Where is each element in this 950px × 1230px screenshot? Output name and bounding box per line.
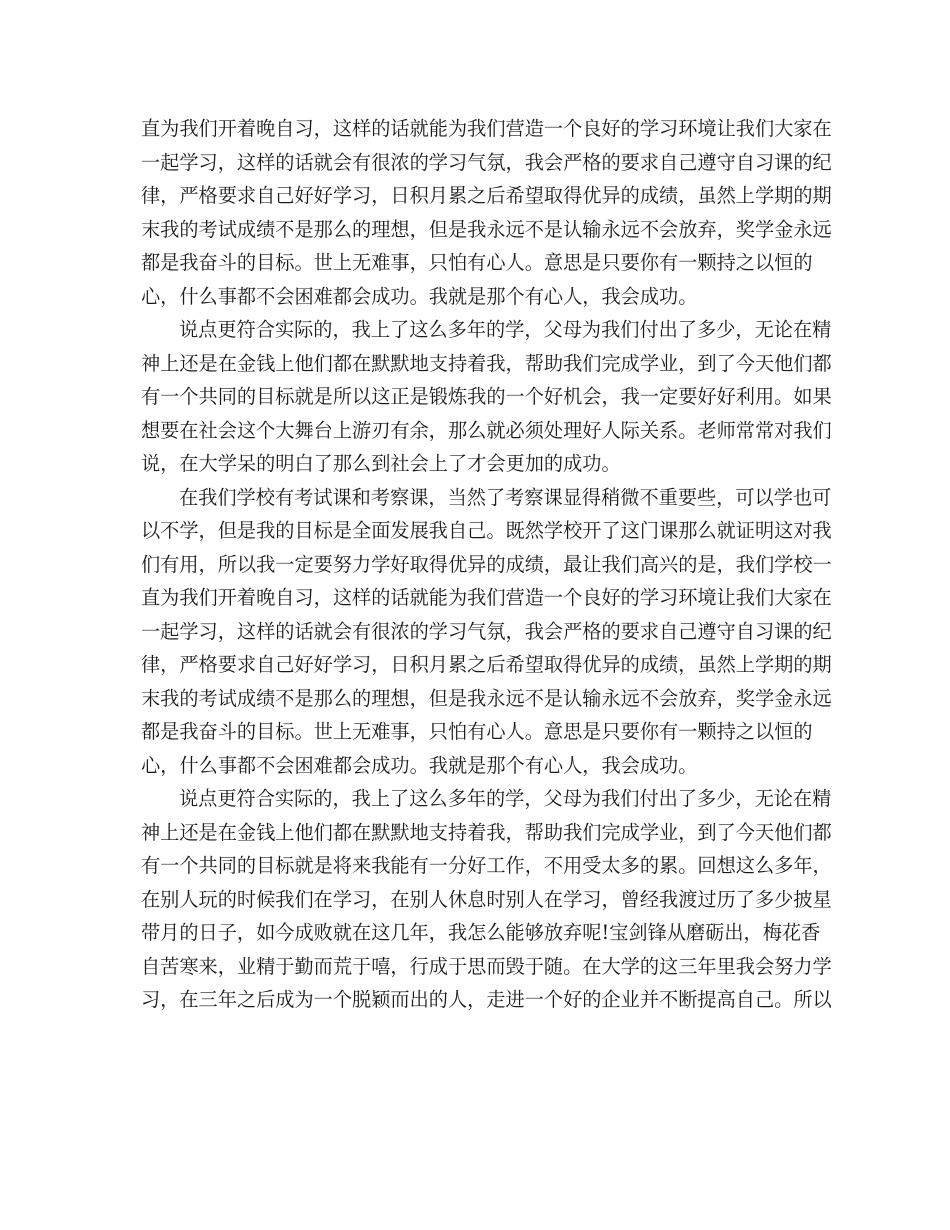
text-line: 都是我奋斗的目标。世上无难事，只怕有心人。意思是只要你有一颗持之以恒的 [141,720,813,743]
text-line: 有一个共同的目标就是所以这正是锻炼我的一个好机会，我一定要好好利用。如果 [141,385,832,408]
text-line: 们有用，所以我一定要努力学好取得优异的成绩，最让我们高兴的是，我们学校一 [141,552,832,576]
text-line: 心，什么事都不会困难都会成功。我就是那个有心人，我会成功。 [141,753,698,777]
text-line: 在别人玩的时候我们在学习，在别人休息时别人在学习，曾经我渡过历了多少披星 [141,887,832,911]
text-line: 说，在大学呆的明白了那么到社会上了才会更加的成功。 [141,452,621,475]
text-line: 说点更符合实际的，我上了这么多年的学，父母为我们付出了多少，无论在精 [179,318,832,341]
text-line: 一起学习，这样的话就会有很浓的学习气氛，我会严格的要求自己遵守自习课的纪 [141,150,832,174]
text-line: 直为我们开着晚自习，这样的话就能为我们营造一个良好的学习环境让我们大家在 [141,117,832,140]
text-line: 直为我们开着晚自习，这样的话就能为我们营造一个良好的学习环境让我们大家在 [141,586,832,609]
text-line: 自苦寒来，业精于勤而荒于嘻，行成于思而毁于随。在大学的这三年里我会努力学 [141,954,832,978]
text-line: 在我们学校有考试课和考察课，当然了考察课显得稍微不重要些，可以学也可 [179,485,832,509]
text-line: 律，严格要求自己好好学习，日积月累之后希望取得优异的成绩，虽然上学期的期 [141,184,832,207]
text-line: 都是我奋斗的目标。世上无难事，只怕有心人。意思是只要你有一颗持之以恒的 [141,251,813,274]
text-line: 说点更符合实际的，我上了这么多年的学，父母为我们付出了多少，无论在精 [179,787,832,810]
text-line: 律，严格要求自己好好学习，日积月累之后希望取得优异的成绩，虽然上学期的期 [141,653,832,676]
text-line: 有一个共同的目标就是将来我能有一分好工作，不用受太多的累。回想这么多年， [141,854,832,877]
text-line: 末我的考试成绩不是那么的理想，但是我永远不是认输永远不会放弃，奖学金永远 [141,686,832,710]
text-line: 末我的考试成绩不是那么的理想，但是我永远不是认输永远不会放弃，奖学金永远 [141,217,832,241]
body-text [141,112,832,1017]
text-line: 心，什么事都不会困难都会成功。我就是那个有心人，我会成功。 [141,284,698,308]
text-line: 神上还是在金钱上他们都在默默地支持着我，帮助我们完成学业，到了今天他们都 [141,820,832,844]
text-line: 一起学习，这样的话就会有很浓的学习气氛，我会严格的要求自己遵守自习课的纪 [141,619,832,643]
text-line: 神上还是在金钱上他们都在默默地支持着我，帮助我们完成学业，到了今天他们都 [141,351,832,375]
text-line: 习，在三年之后成为一个脱颖而出的人，走进一个好的企业并不断提高自己。所以 [141,988,832,1011]
text-line: 以不学，但是我的目标是全面发展我自己。既然学校开了这门课那么就证明这对我 [141,519,832,542]
text-line: 想要在社会这个大舞台上游刃有余，那么就必须处理好人际关系。老师常常对我们 [141,418,832,442]
text-line: 带月的日子，如今成败就在这几年，我怎么能够放弃呢!宝剑锋从磨砺出，梅花香 [141,921,821,944]
